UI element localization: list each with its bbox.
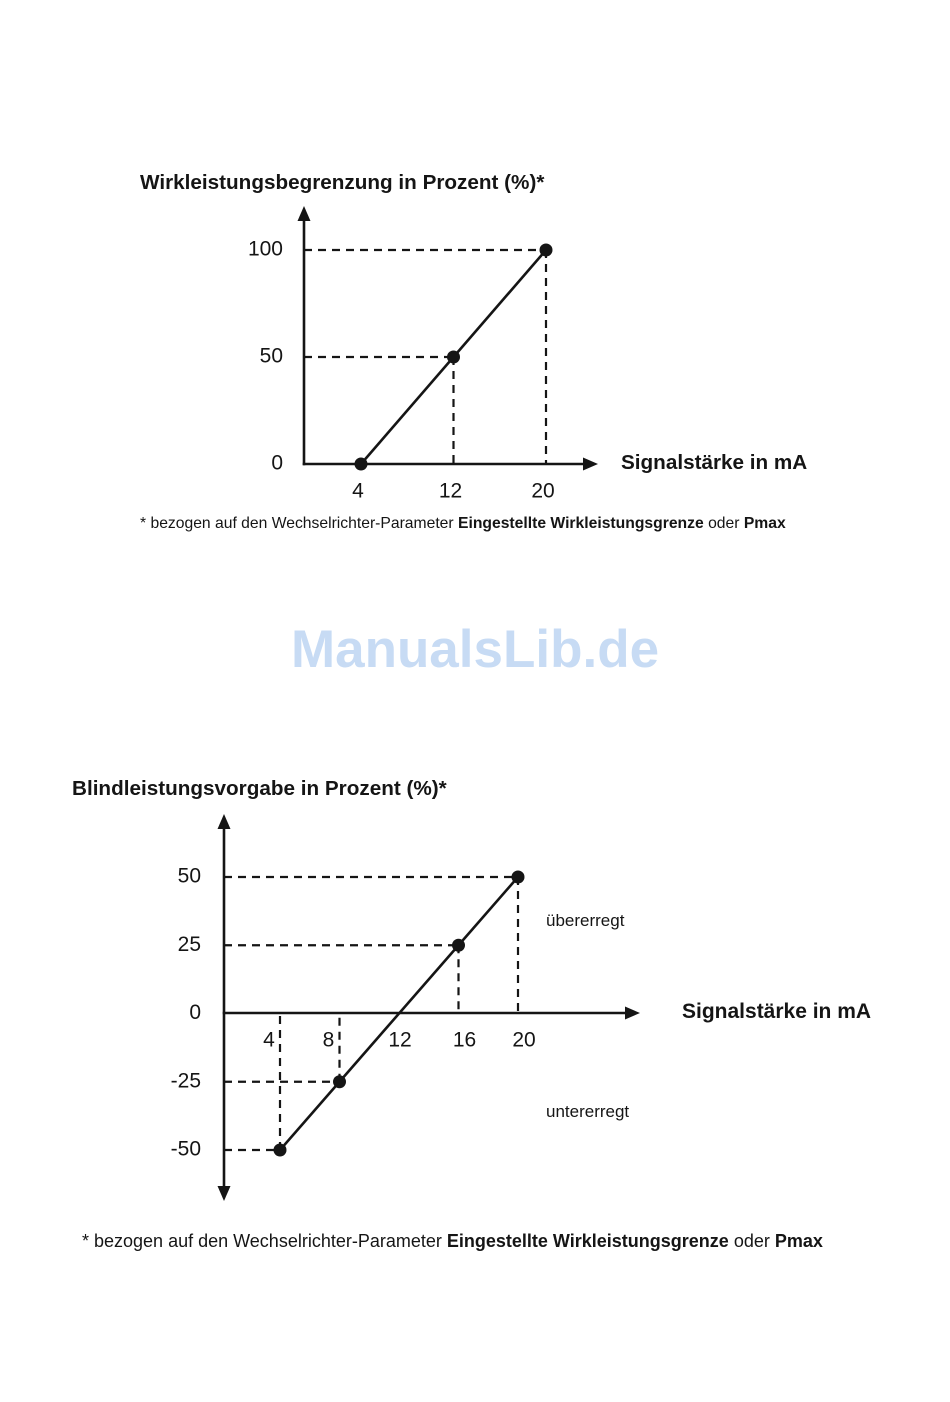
data-point [512, 871, 525, 884]
x-tick-label: 4 [263, 1028, 275, 1052]
data-point [333, 1075, 346, 1088]
x-tick-label: 12 [388, 1028, 412, 1052]
data-point [274, 1144, 287, 1157]
y-tick-label: 50 [177, 864, 201, 888]
chart-2-x-axis-label: Signalstärke in mA [682, 1000, 872, 1023]
x-tick-label: 8 [322, 1028, 335, 1052]
y-axis-arrow-up [218, 814, 231, 829]
watermark: ManualsLib.de [290, 620, 660, 679]
annotation-underexcited: untererregt [546, 1102, 630, 1121]
chart-1-x-axis-label: Signalstärke in mA [621, 451, 808, 474]
chart-2-y-axis-label: Blindleistungsvorgabe in Prozent (%)* [72, 777, 447, 800]
guide-lines [304, 250, 546, 464]
x-tick-label: 4 [352, 479, 364, 503]
y-tick-label: -25 [170, 1069, 201, 1093]
y-axis-arrow-up [298, 206, 311, 221]
chart-1-footnote [140, 515, 786, 533]
annotation-overexcited: übererregt [546, 911, 625, 930]
x-axis-arrow [625, 1007, 640, 1020]
chart-1-plot [248, 206, 598, 503]
x-axis-arrow [583, 458, 598, 471]
data-point [447, 351, 460, 364]
footnote-conjunction: oder [708, 515, 740, 532]
chart-2-footnote [82, 1230, 823, 1252]
footnote-alternative: Pmax [743, 515, 786, 532]
y-tick-label: 25 [177, 932, 201, 956]
data-point [452, 939, 465, 952]
y-tick-label: 0 [271, 451, 283, 475]
x-tick-label: 16 [452, 1028, 477, 1052]
y-axis-arrow-down [218, 1186, 231, 1201]
x-tick-label: 20 [531, 479, 555, 503]
footnote-conjunction: oder [733, 1231, 770, 1251]
x-tick-label: 12 [438, 479, 463, 503]
x-tick-label: 20 [512, 1028, 536, 1052]
y-tick-label: -50 [170, 1137, 201, 1161]
y-tick-label: 100 [247, 237, 283, 261]
data-point [540, 244, 553, 257]
footnote-alternative: Pmax [774, 1231, 823, 1251]
footnote-parameter: Eingestellte Wirkleistungsgrenze [446, 1231, 729, 1251]
data-point [355, 458, 368, 471]
footnote-text: * bezogen auf den Wechselrichter-Parameter [140, 515, 454, 532]
chart-1-y-axis-label: Wirkleistungsbegrenzung in Prozent (%)* [140, 171, 545, 194]
footnote-parameter: Eingestellte Wirkleistungsgrenze [458, 515, 704, 532]
chart-2-plot [171, 814, 640, 1201]
axes [298, 206, 599, 471]
y-tick-label: 0 [189, 1001, 201, 1024]
y-tick-label: 50 [259, 344, 283, 368]
footnote-text: * bezogen auf den Wechselrichter-Parameter [82, 1231, 442, 1251]
